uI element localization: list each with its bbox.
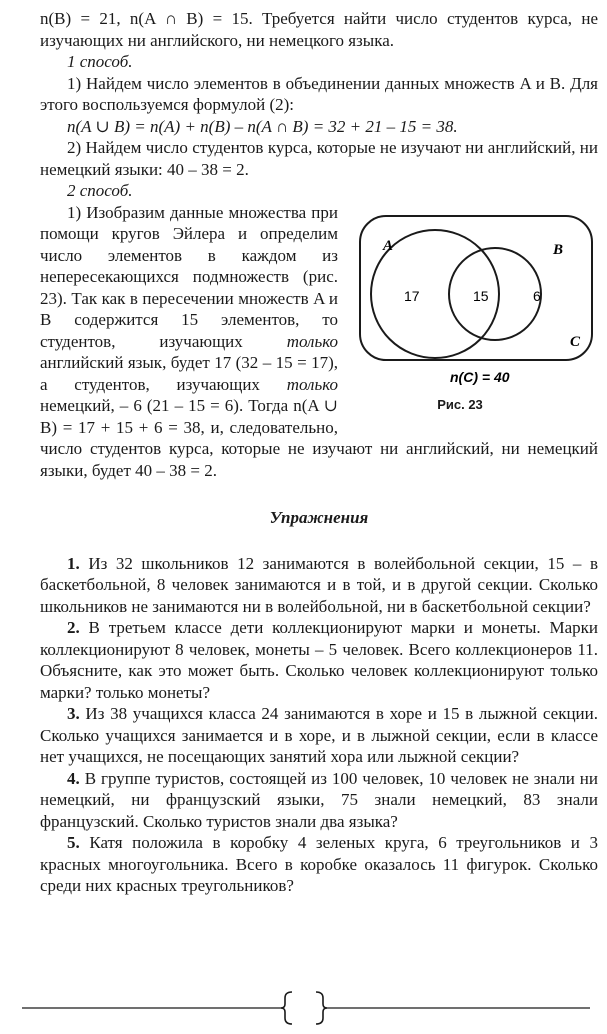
euler-diagram <box>350 210 598 392</box>
page-content <box>40 8 598 897</box>
method1-step2: 2) Найдем число студентов курса, которые не изучают ни английский, ни немецкий языки: 40 – 38 = 2. <box>40 138 598 179</box>
set-B-circle <box>449 248 541 340</box>
method1-title: 1 способ. <box>67 52 133 71</box>
exercise-number: 5. <box>67 833 80 852</box>
left-brace-icon <box>281 992 292 1024</box>
method2-text-c: немецкий, – 6 (21 – 15 = 6). Тогда n(A ∪ B) = 17 + 15 + 6 = 38, и, следовательно, число студентов курса, которые не изучают ни английский, ни немецкий языки, будет 40 – 38 = 2. <box>40 396 598 480</box>
union-formula: n(A ∪ B) = n(A) + n(B) – n(A ∩ B) = 32 + 21 – 15 = 38. <box>67 116 458 136</box>
method1-step1: 1) Найдем число элементов в объединении данных множеств A и B. Для этого воспользуемся формулой (2): <box>40 73 598 114</box>
exercise-text: В группе туристов, состоящей из 100 человек, 10 человек не знали ни немецкий, ни французский языки, 75 знали немецкий, 83 знали французский. Сколько туристов знали два языка? <box>40 768 598 831</box>
exercise-number: 2. <box>67 618 80 637</box>
exercise-number: 4. <box>67 768 80 788</box>
method2-only-1: только <box>286 331 338 351</box>
label-A: A <box>383 237 394 254</box>
method2-title: 2 способ. <box>67 181 133 200</box>
nc-label: n(C) = 40 <box>450 368 510 385</box>
exercise-text: Катя положила в коробку 4 зеленых круга, 6 треугольников и 3 красных многоугольника. Всего в коробке оказалось 11 фигурок. Сколько среди них красных треугольников? <box>40 833 598 895</box>
intro-paragraph: n(B) = 21, n(A ∩ B) = 15. Требуется найти число студентов курса, не изучающих ни английского, ни немецкого языка. <box>40 9 598 50</box>
method2-text-b: английский язык, будет 17 (32 – 15 = 17), а студентов, изучающих <box>40 353 338 394</box>
exercise-text: Из 38 учащихся класса 24 занимаются в хоре и 15 в лыжной секции. Сколько учащихся занимается и в хоре, и в лыжной секции, если в классе нет учащихся, не посещающих занятий хора или лыжной секции? <box>40 704 598 766</box>
euler-diagram-figure <box>350 210 598 426</box>
exercise-item <box>40 553 598 618</box>
value-B-only: 6 <box>533 287 541 304</box>
exercise-item <box>40 703 598 768</box>
right-brace-icon <box>316 992 327 1024</box>
page-footer-ornament <box>0 988 607 1028</box>
exercise-item <box>40 768 598 833</box>
value-A-and-B: 15 <box>473 287 489 304</box>
exercise-text: В третьем классе дети коллекционируют марки и монеты. Марки коллекционируют 8 человек, монеты – 5 человек. Всего коллекционеров 11. Объясните, как это может быть. Сколько человек коллекционируют только марки? только монеты? <box>40 618 598 702</box>
exercise-item <box>40 617 598 703</box>
figure-caption: Рис. 23 <box>437 396 483 412</box>
value-A-only: 17 <box>404 287 420 304</box>
method2-text-a: 1) Изобразим данные множества при помощи кругов Эйлера и определим число элементов в каждом из непересекающихся подмножеств (рис. 23). Так как в пересечении множеств A и B содержится 15 элементов, то студентов, изучающих <box>40 202 338 351</box>
exercise-text: Из 32 школьников 12 занимаются в волейбольной секции, 15 – в баскетбольной, 8 человек занимаются и в той, и в другой секции. Сколько школьников не занимаются ни в волейбольной, ни в баскетбольной секции? <box>40 553 598 616</box>
footer-brace-ornament <box>0 988 607 1028</box>
method2-only-2: только <box>286 374 338 394</box>
exercise-number: 1. <box>67 553 80 573</box>
exercise-number: 3. <box>67 704 80 723</box>
exercise-item <box>40 832 598 897</box>
label-C: C <box>570 333 581 350</box>
exercises-heading: Упражнения <box>269 508 369 527</box>
label-B: B <box>553 241 564 258</box>
